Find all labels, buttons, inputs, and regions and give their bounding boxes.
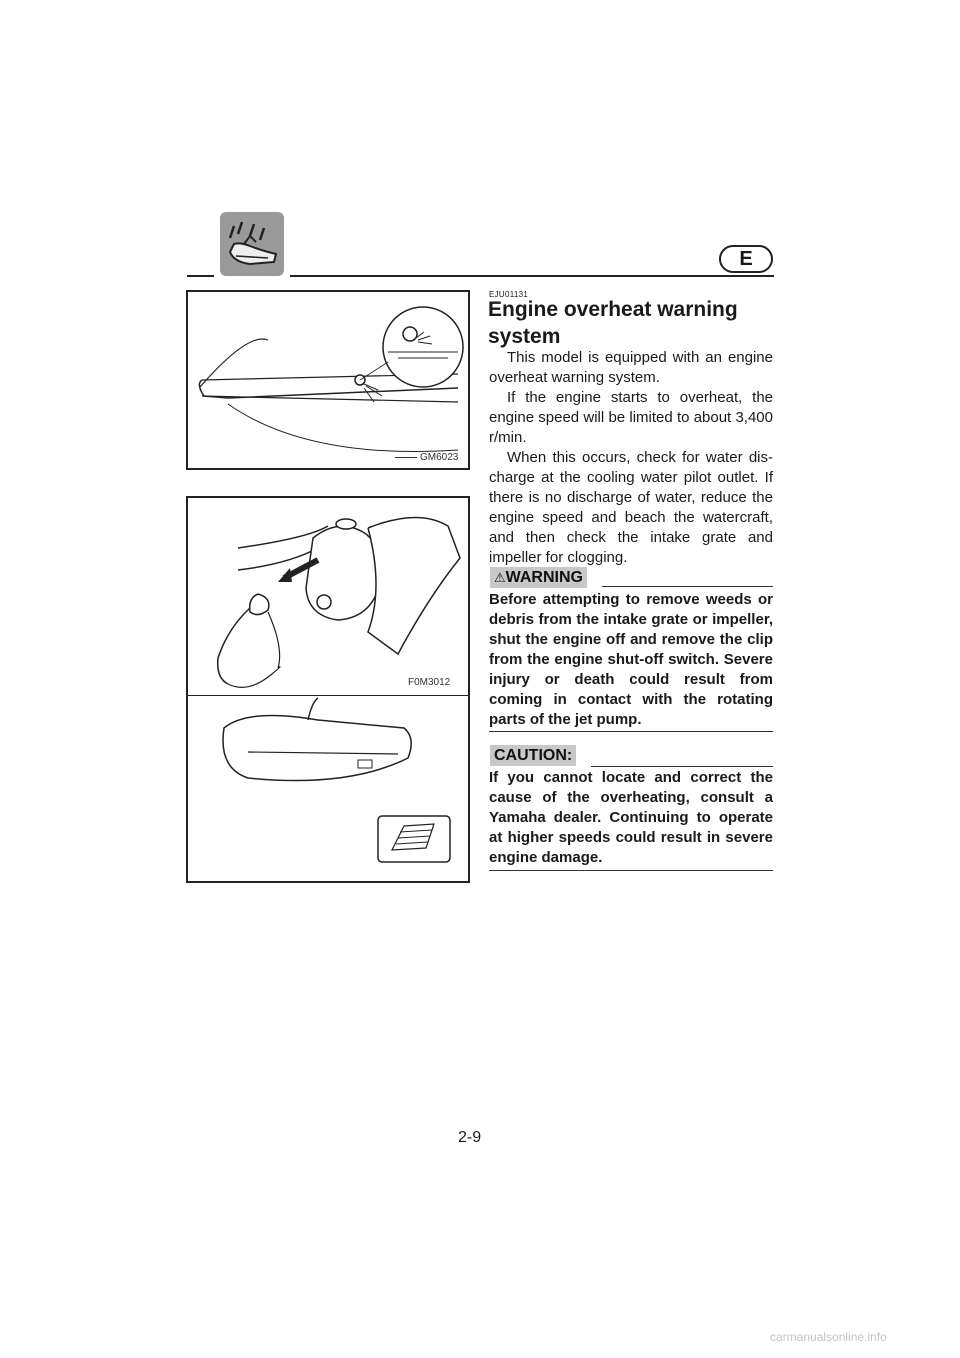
caution-label: CAUTION: <box>490 745 576 766</box>
figure-code-leader <box>395 457 417 458</box>
caution-end-rule <box>489 870 773 871</box>
header-rule-left <box>187 275 214 277</box>
page-number: 2-9 <box>458 1129 482 1146</box>
caution-rule <box>591 766 773 767</box>
body-paragraph: When this occurs, check for water dis-charge at the cooling water pilot outlet. If there is no discharge of water, reduce the engine speed and beach the watercraft, and then check the intake grate and impeller for clogging. <box>489 449 773 566</box>
caution-text: If you cannot locate and correct the cause of the overheating, consult a Yamaha dealer. Continuing to operate at higher speeds could result in severe engine damage. <box>489 769 773 866</box>
body-paragraph: If the engine starts to overheat, the engine speed will be limited to about 3,400 r/min. <box>489 389 773 446</box>
body-paragraph: This model is equipped with an engine overheat warning system. <box>489 349 773 386</box>
section-title: Engine overheat warning system <box>488 298 738 348</box>
warning-triangle-icon: ⚠ <box>494 570 506 585</box>
chapter-watercraft-icon <box>220 212 284 276</box>
warning-label-text: WARNING <box>505 569 583 586</box>
figure-shutoff-and-intake <box>186 496 470 883</box>
language-badge: E <box>719 245 773 273</box>
figure-divider <box>188 695 468 696</box>
warning-end-rule <box>489 731 773 732</box>
site-watermark: carmanualsonline.info <box>770 1330 887 1344</box>
section-code: EJU01131 <box>489 290 529 299</box>
figure-code-f0m3012: F0M3012 <box>408 677 451 688</box>
figure-pilot-outlet <box>186 290 470 470</box>
warning-label <box>490 567 587 588</box>
pilot-outlet-illustration <box>188 292 468 468</box>
warning-rule <box>602 586 773 587</box>
shutoff-switch-illustration <box>188 498 468 881</box>
figure-code-gm6023: GM6023 <box>420 452 459 463</box>
header-rule-right <box>290 275 774 277</box>
warning-text: Before attempting to remove weeds or debris from the intake grate or impeller, shut the engine off and remove the clip from the engine shut-off switch. Severe injury or death could result from coming in contact with the rotating parts of the jet pump. <box>489 591 773 728</box>
